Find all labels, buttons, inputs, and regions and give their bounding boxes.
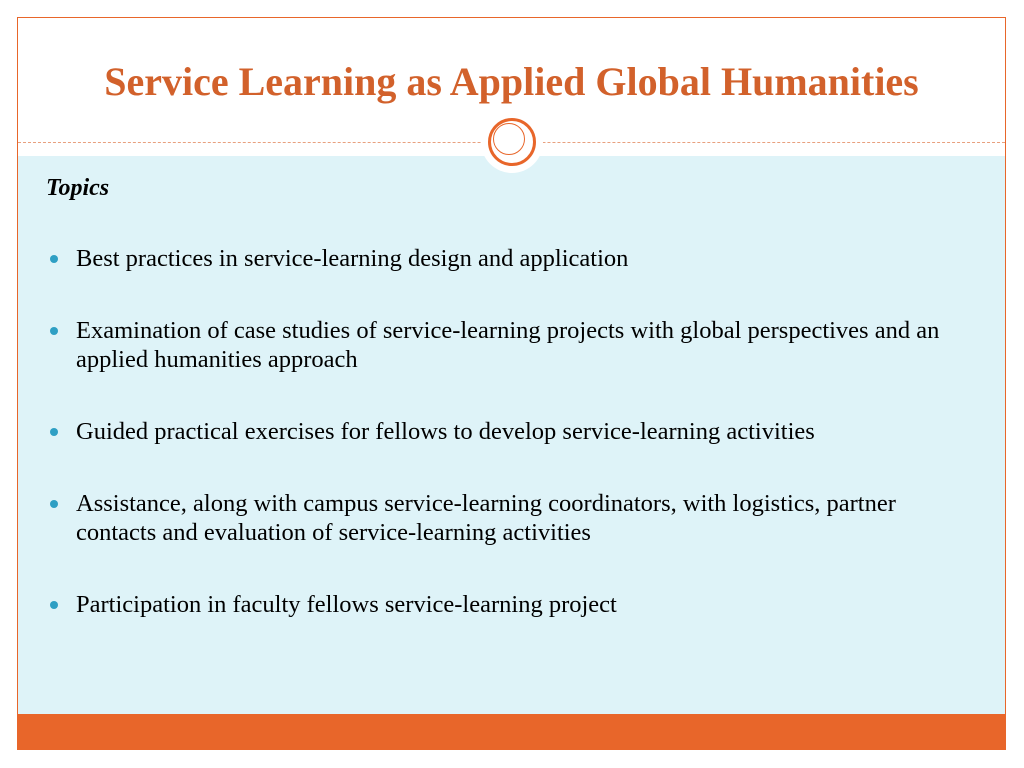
bullet-dot-icon	[50, 601, 58, 609]
slide-title: Service Learning as Applied Global Humanities	[104, 59, 919, 104]
bullet-item	[46, 489, 976, 547]
bullet-text: Best practices in service-learning design and application	[76, 245, 629, 272]
bullet-text: Examination of case studies of service-learning projects with global perspectives and an applied humanities approach	[76, 317, 940, 373]
slide	[17, 17, 1006, 750]
bullet-dot-icon	[50, 255, 58, 263]
bullet-item	[46, 244, 976, 273]
bullet-item	[46, 417, 976, 446]
bullet-text: Participation in faculty fellows service-learning project	[76, 591, 617, 618]
bullet-item	[46, 316, 976, 374]
bullet-dot-icon	[50, 428, 58, 436]
bullet-dot-icon	[50, 500, 58, 508]
bullet-dot-icon	[50, 327, 58, 335]
bullet-item	[46, 590, 976, 619]
footer-bar	[18, 714, 1005, 749]
ornament-inner-ring	[493, 123, 525, 155]
bullet-text: Guided practical exercises for fellows to develop service-learning activities	[76, 418, 815, 445]
bullet-list	[46, 244, 976, 662]
content-area	[18, 156, 1005, 715]
section-heading: Topics	[46, 175, 110, 201]
circle-ornament-icon	[481, 111, 543, 173]
bullet-text: Assistance, along with campus service-learning coordinators, with logistics, partner contacts and evaluation of service-learning activities	[76, 490, 896, 546]
